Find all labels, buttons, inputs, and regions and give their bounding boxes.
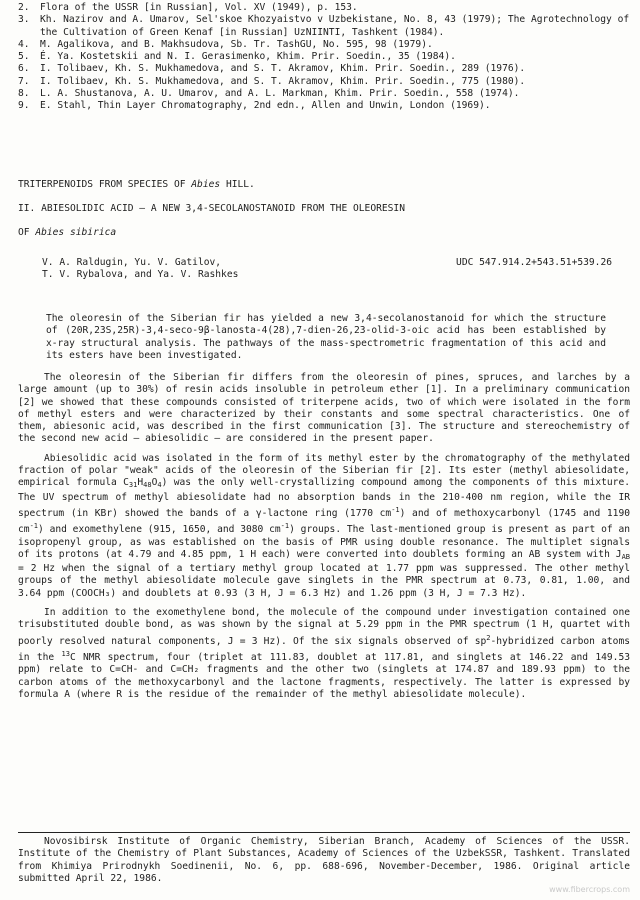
reference-item: 2. Flora of the USSR [in Russian], Vol. XV (1949), p. 153. bbox=[18, 2, 358, 13]
reference-item: 9. E. Stahl, Thin Layer Chromatography, 2nd edn., Allen and Unwin, London (1969). bbox=[18, 100, 491, 112]
body-paragraph: Abiesolidic acid was isolated in the form of its methyl ester by the chromatography of the methylated fraction of polar "weak" acids of the oleoresin of the Siberian fir [2]. Its ester (methyl abiesolidate, empirical formula $C_{31}H_{48}O_4$) was the only well-crystallizing compound among the components of this mixture. The UV spectrum of methyl abiesolidate had no absorption bands in the 210-400 nm region, while the IR spectrum (in KBr) showed the bands of a γ-lactone ring (1770 $cm^{-1}$) and of methoxycarbonyl (1745 and 1190 $cm^{-1}$) and exomethylene (915, 1650, and 3080 $cm^{-1}$) groups. The last-mentioned group is present as part of an isopropenyl group, as was established on the basis of PMR using double resonance. The multiplet signals of its protons (at 4.79 and 4.85 ppm, 1 H each) were converted into doublets forming an AB system with $J_{AB} = 2$ Hz when the signal of a tertiary methyl group located at 1.77 ppm was suppressed. The other methyl groups of the methyl abiesolidate molecule gave singlets in the PMR spectrum at 0.73, 0.81, 1.00, and 3.64 ppm (COOCH₃) and doublets at 0.93 (3 H, J = 6.3 Hz) and 1.26 ppm (3 H, J = 7.3 Hz). bbox=[18, 452, 631, 599]
udc-code: UDC 547.914.2+543.51+539.26 bbox=[456, 257, 612, 268]
abstract: The oleoresin of the Siberian fir has yielded a new 3,4-secolanostanoid for which the structure of (20R,23S,25R)-3,4-seco-9β-lanosta-4(28),7-dien-26,23-olid-3-oic acid has been established by x-ray structural analysis. The pathways of the mass-spectrometric fragmentation of this acid and its esters have been investigated. bbox=[46, 313, 606, 361]
reference-list bbox=[18, 2, 630, 113]
author-names-continued: T. V. Rybalova, and Ya. V. Rashkes bbox=[42, 269, 239, 281]
reference-item: 4. M. Agalikova, and B. Makhsudova, Sb. Tr. TashGU, No. 595, 98 (1979). bbox=[18, 38, 433, 50]
article-title: II. ABIESOLIDIC ACID — A NEW 3,4-SECOLANOSTANOID FROM THE OLEORESIN bbox=[18, 203, 405, 214]
watermark: www.fibercrops.com bbox=[549, 885, 630, 894]
reference-item: 8. L. A. Shustanova, A. U. Umarov, and A. L. Markman, Khim. Prir. Soedin., 558 (1974). bbox=[18, 88, 520, 100]
reference-item: 7. I. Tolibaev, Kh. S. Mukhamedova, and S. T. Akramov, Khim. Prir. Soedin., 775 (1980). bbox=[18, 75, 526, 87]
article-body bbox=[18, 372, 630, 708]
reference-item: 5. É. Ya. Kostetskii and N. I. Gerasimenko, Khim. Prir. Soedin., 35 (1984). bbox=[18, 51, 456, 63]
article-series-title: TRITERPENOIDS FROM SPECIES OF Abies HILL. bbox=[18, 179, 255, 190]
body-paragraph: In addition to the exomethylene bond, the molecule of the compound under investigation contained one trisubstituted double bond, as was shown by the signal at 5.29 ppm in the PMR spectrum (1 H, quartet with poorly resolved natural components, J = 3 Hz). Of the six signals observed of $sp^2$-hybridized carbon atoms in the $^{13}$C NMR spectrum, four (triplet at 111.83, doublet at 117.81, and singlets at 146.22 and 149.53 ppm) relate to C=CH- and C=CH₂ fragments and the other two (singlets at 174.87 and 189.93 ppm) to the carbon atoms of the methoxycarbonyl and the lactone fragments, respectively. The latter is expressed by formula A (where R is the residue of the remainder of the methyl abiesolidate molecule). bbox=[18, 607, 631, 700]
footnote-divider bbox=[18, 832, 630, 833]
reference-item: 3. Kh. Nazirov and A. Umarov, Sel'skoe Khozyaistvo v Uzbekistane, No. 8, 43 (1979); The Agrotechnology of the Cultivation of Green Kenaf [in Russian] UzNIINTI, Tashkent (1984). bbox=[18, 14, 630, 38]
body-paragraph: The oleoresin of the Siberian fir differs from the oleoresin of pines, spruces, and larches by a large amount (up to 30%) of resin acids insoluble in petroleum ether [1]. In a preliminary communication [2] we showed that these compounds consisted of triterpene acids, two of which were isolated in the form of methyl esters and were characterized by their constants and some spectral characteristics. One of them, abiesonic acid, was described in the first communication [3]. The structure and stereochemistry of the second new acid — abiesolidic — are considered in the present paper. bbox=[18, 372, 630, 445]
reference-item: 6. I. Tolibaev, Kh. S. Mukhamedova, and S. T. Akramov, Khim. Prir. Soedin., 289 (1976). bbox=[18, 63, 526, 75]
article-title-continued: OF Abies sibirica bbox=[18, 227, 117, 238]
affiliation-footnote: Novosibirsk Institute of Organic Chemistry, Siberian Branch, Academy of Sciences of the USSR. Institute of the Chemistry of Plant Substances, Academy of Sciences of the UzbekSSR, Tashkent. Translated from Khimiya Prirodnykh Soedinenii, No. 6, pp. 688-696, November-December, 1986. Original article submitted April 22, 1986. bbox=[18, 836, 630, 884]
author-block bbox=[42, 257, 612, 282]
author-names: V. A. Raldugin, Yu. V. Gatilov, bbox=[42, 257, 222, 268]
genus-name: Abies bbox=[191, 179, 221, 190]
species-name: Abies sibirica bbox=[35, 227, 117, 238]
